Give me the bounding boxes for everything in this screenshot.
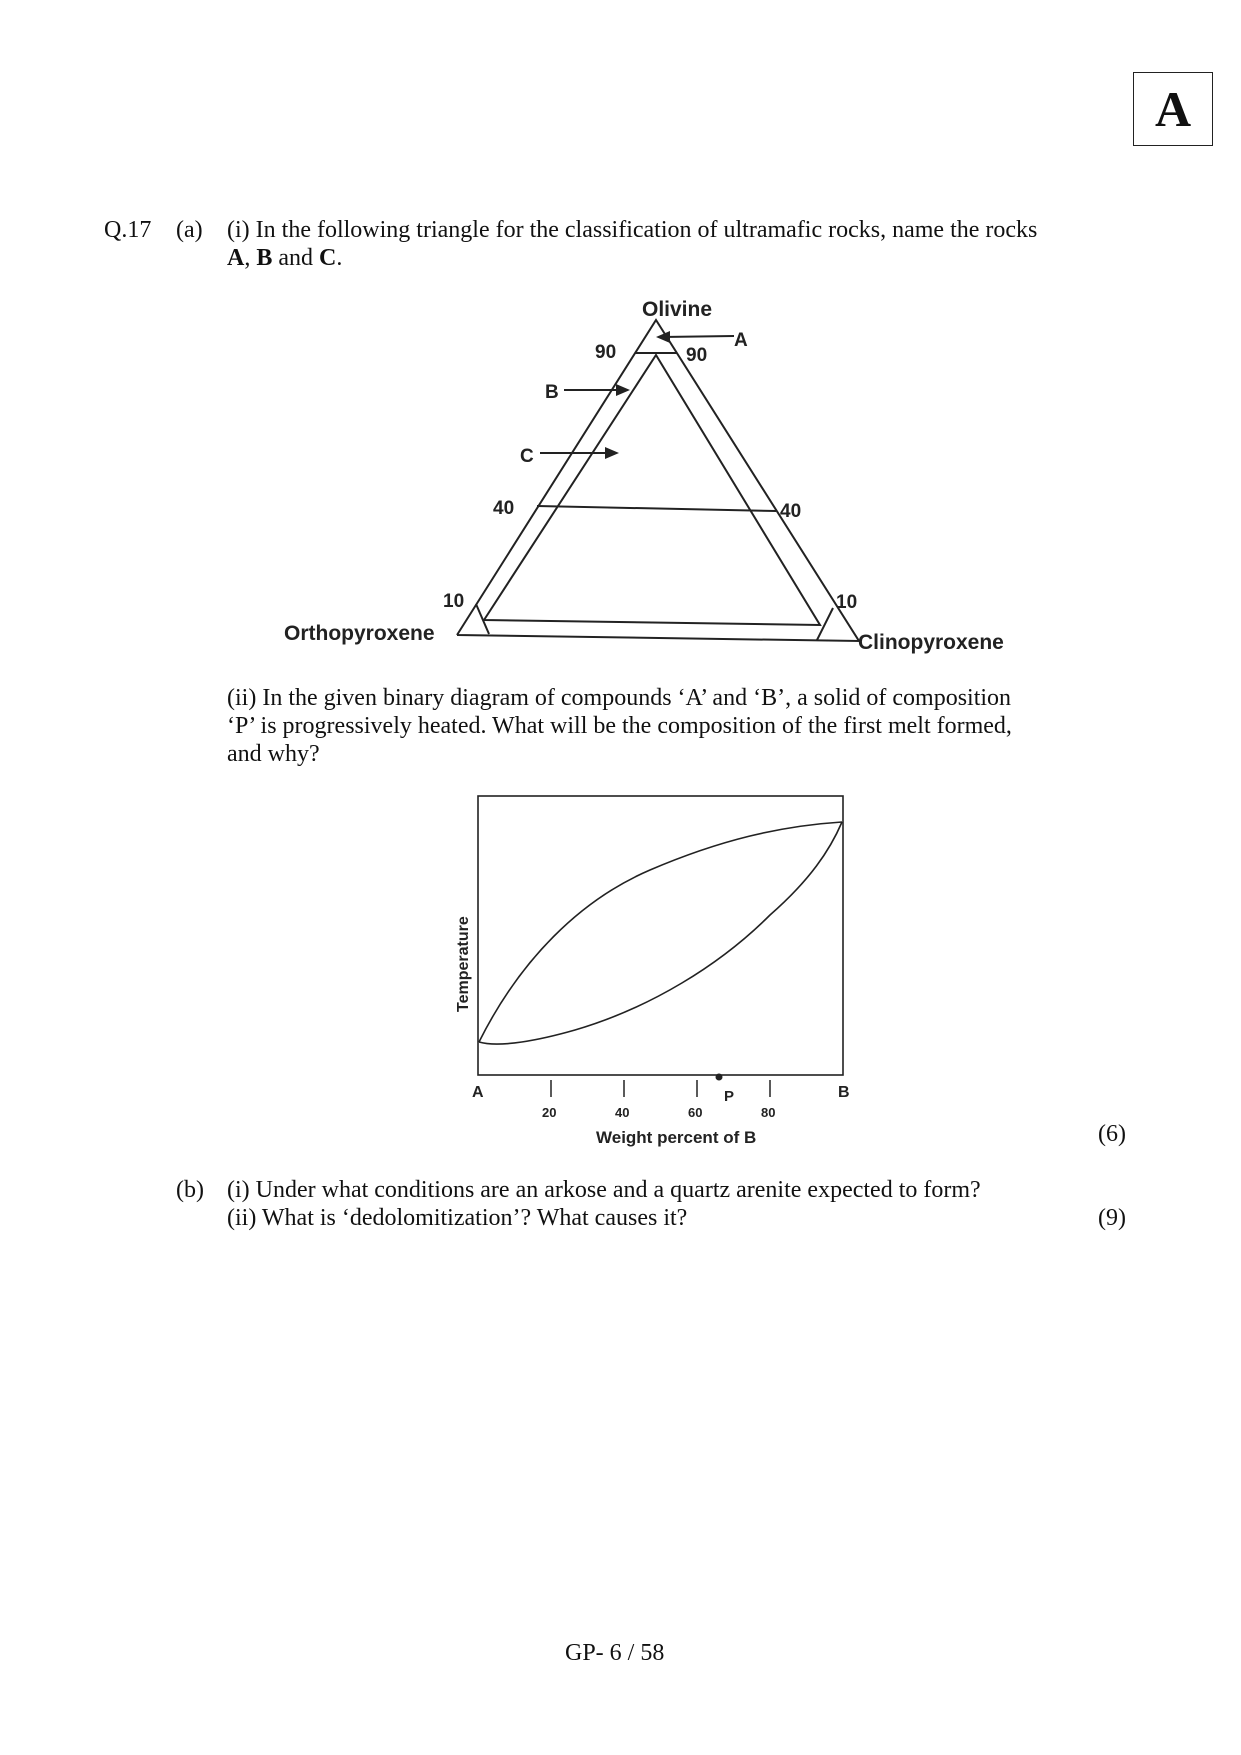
- pointer-a-line: [662, 336, 734, 337]
- rock-b-label: B: [256, 245, 273, 271]
- end-b-label: B: [838, 1084, 850, 1101]
- part-b-line2: (ii) What is ‘dedolomitization’? What causes it?: [227, 1205, 688, 1231]
- plot-frame: [478, 796, 843, 1075]
- rock-c-label: C: [319, 245, 337, 271]
- solidus-curve: [479, 822, 842, 1044]
- apex-clinopyroxene-label: Clinopyroxene: [858, 631, 1004, 654]
- end-a-label: A: [472, 1084, 484, 1101]
- x-axis-label: Weight percent of B: [596, 1128, 757, 1147]
- pointer-b-arrowhead: [616, 384, 630, 396]
- label-10-left: 10: [443, 591, 465, 612]
- part-a-ii-line3: and why?: [227, 741, 320, 767]
- pointer-c-arrowhead: [605, 447, 619, 459]
- tick-label-60: 60: [688, 1105, 703, 1120]
- label-90-right: 90: [686, 345, 708, 366]
- line-10-left: [476, 604, 489, 634]
- part-a-marks: (6): [1098, 1121, 1126, 1147]
- outer-triangle: [457, 320, 859, 641]
- part-a-i-line1: (i) In the following triangle for the classification of ultramafic rocks, name the rocks: [227, 217, 1038, 243]
- part-a-ii-line1: (ii) In the given binary diagram of compounds ‘A’ and ‘B’, a solid of composition: [227, 685, 1012, 711]
- pointer-c-label: C: [520, 446, 534, 467]
- line-40: [537, 506, 776, 511]
- question-number: Q.17: [104, 217, 152, 243]
- y-axis-label: Temperature: [455, 916, 472, 1012]
- rock-a-label: A: [227, 245, 245, 271]
- point-p-marker: [716, 1074, 723, 1081]
- tick-label-20: 20: [542, 1105, 557, 1120]
- pointer-a-label: A: [734, 330, 748, 351]
- part-a-ii-line2: ‘P’ is progressively heated. What will be the composition of the first melt formed,: [227, 713, 1012, 739]
- part-a-i-line2: A, B and C.: [227, 245, 343, 271]
- part-b-line1: (i) Under what conditions are an arkose and a quartz arenite expected to form?: [227, 1177, 981, 1203]
- inner-triangle: [484, 355, 820, 625]
- label-10-right: 10: [836, 592, 858, 613]
- label-40-right: 40: [780, 501, 802, 522]
- label-90-left: 90: [595, 342, 617, 363]
- part-b-marks: (9): [1098, 1205, 1126, 1231]
- liquidus-curve: [479, 822, 842, 1042]
- label-40-left: 40: [493, 498, 515, 519]
- ultramafic-triangle-diagram: [0, 0, 1241, 700]
- binary-phase-diagram: [0, 760, 1241, 1160]
- apex-orthopyroxene-label: Orthopyroxene: [284, 622, 435, 645]
- part-a-label: (a): [176, 217, 203, 243]
- tick-label-40: 40: [615, 1105, 630, 1120]
- pointer-b-label: B: [545, 382, 559, 403]
- part-b-label: (b): [176, 1177, 204, 1203]
- tick-label-80: 80: [761, 1105, 776, 1120]
- page-footer: GP- 6 / 58: [565, 1640, 665, 1666]
- set-code-box: A: [1133, 72, 1213, 146]
- apex-olivine-label: Olivine: [642, 298, 713, 321]
- point-p-label: P: [724, 1088, 735, 1105]
